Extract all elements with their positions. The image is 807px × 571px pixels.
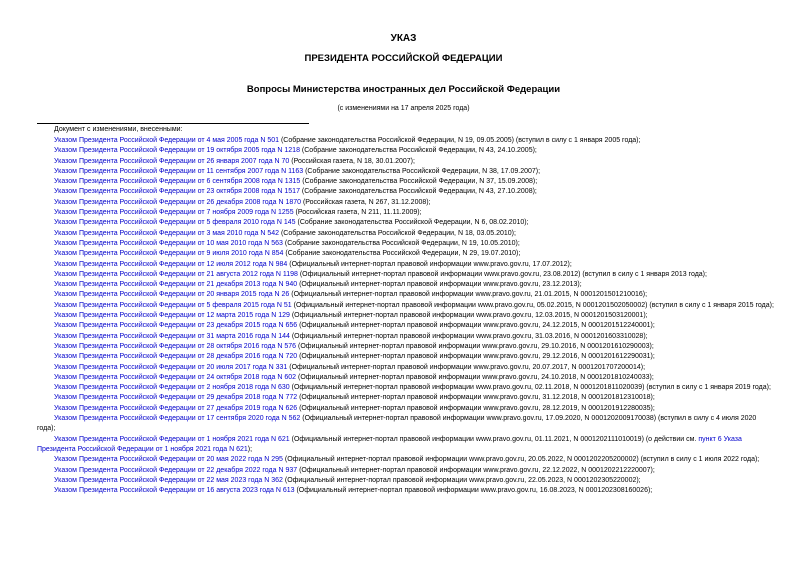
amendment-entry [37, 167, 774, 177]
decree-issuer: ПРЕЗИДЕНТА РОССИЙСКОЙ ФЕДЕРАЦИИ [304, 53, 503, 64]
amendment-link[interactable]: Указом Президента Российской Федерации от 20 мая 2022 года N 295 [54, 456, 283, 464]
amendment-entry [37, 249, 774, 259]
amendment-source: (Собрание законодательства Российской Федерации, N 37, 15.09.2008); [300, 178, 538, 186]
amendment-entry [37, 455, 774, 465]
amendment-link[interactable]: Указом Президента Российской Федерации от 19 октября 2005 года N 1218 [54, 147, 300, 155]
amendment-entry [37, 486, 774, 496]
amendment-source: (Официальный интернет-портал правовой информации www.pravo.gov.ru, 17.09.2020, N 0001202009170038) (вступил в силу с 4 июля 2020 года); [37, 415, 757, 433]
amendment-entry [37, 383, 774, 393]
amendment-source: (Официальный интернет-портал правовой информации www.pravo.gov.ru, 05.02.2015, N 0001201502050002) (вступил в силу с 1 января 2015 года); [291, 301, 774, 309]
amendment-entry [37, 342, 774, 352]
amendment-source: (Официальный интернет-портал правовой информации www.pravo.gov.ru, 23.12.2013); [297, 281, 582, 289]
amendment-entry [37, 270, 774, 280]
amendments-intro: Документ с изменениями, внесенными: [54, 126, 183, 133]
amendment-link[interactable]: Указом Президента Российской Федерации от 21 декабря 2013 года N 940 [54, 281, 298, 289]
amendment-source: ); [247, 445, 253, 453]
amendment-source: (Официальный интернет-портал правовой информации www.pravo.gov.ru, 29.12.2016, N 0001201612290031); [297, 353, 655, 361]
amendment-entry [37, 208, 774, 218]
amendment-link[interactable]: Указом Президента Российской Федерации от 20 января 2015 года N 26 [54, 291, 290, 299]
amendment-entry [37, 352, 774, 362]
amendment-source: (Российская газета, N 211, 11.11.2009); [293, 209, 422, 217]
amendment-source: (Собрание законодательства Российской Федерации, N 43, 27.10.2008); [299, 188, 537, 196]
amendment-link[interactable]: Указом Президента Российской Федерации от 11 сентября 2007 года N 1163 [54, 167, 304, 175]
amendment-link[interactable]: Указом Президента Российской Федерации от 31 марта 2016 года N 144 [54, 332, 290, 340]
amendment-link[interactable]: Указом Президента Российской Федерации от 22 мая 2023 года N 362 [54, 476, 283, 484]
amendment-source: (Официальный интернет-портал правовой информации www.pravo.gov.ru, 22.12.2022, N 0001202212220007); [297, 466, 655, 474]
amendment-entry [37, 198, 774, 208]
amendment-source: (Официальный интернет-портал правовой информации www.pravo.gov.ru, 16.08.2023, N 0001202308160026); [294, 487, 653, 495]
amendment-source: (Собрание законодательства Российской Федерации, N 29, 19.07.2010); [283, 250, 521, 258]
amendment-link[interactable]: Указом Президента Российской Федерации от 5 февраля 2010 года N 145 [54, 219, 296, 227]
amendment-entry [37, 466, 774, 476]
amendment-link[interactable]: Указом Президента Российской Федерации от 16 августа 2023 года N 613 [54, 487, 295, 495]
amendment-link[interactable]: Указом Президента Российской Федерации от 17 сентября 2020 года N 562 [54, 415, 301, 423]
decree-title: УКАЗ [390, 33, 417, 44]
amendment-link[interactable]: Указом Президента Российской Федерации от 22 декабря 2022 года N 937 [54, 466, 298, 474]
amendment-link[interactable]: Указом Президента Российской Федерации от 6 сентября 2008 года N 1315 [54, 178, 301, 186]
amendments-list [37, 136, 774, 496]
amendment-entry [37, 260, 774, 270]
amendment-source: (Официальный интернет-портал правовой информации www.pravo.gov.ru, 20.05.2022, N 0001202205200002) (вступил в силу с 1 июля 2022 года); [282, 456, 760, 464]
amendment-entry [37, 373, 774, 383]
amendment-link[interactable]: Указом Президента Российской Федерации от 21 августа 2012 года N 1198 [54, 270, 298, 278]
amendment-source: (Официальный интернет-портал правовой информации www.pravo.gov.ru, 23.08.2012) (вступил в силу с 1 января 2013 года); [297, 270, 707, 278]
divider-rule [37, 123, 309, 124]
amendment-entry [37, 218, 774, 228]
amendment-source: (Официальный интернет-портал правовой информации www.pravo.gov.ru, 01.11.2021, N 0001202111010019) (о действии см. [289, 435, 699, 443]
amendment-source: (Собрание законодательства Российской Федерации, N 19, 09.05.2005) (вступил в силу с 1 января 2005 года); [279, 137, 641, 144]
amendment-entry [37, 301, 774, 311]
amendment-source: (Собрание законодательства Российской Федерации, N 6, 08.02.2010); [295, 219, 529, 227]
amendment-source: (Официальный интернет-портал правовой информации www.pravo.gov.ru, 31.03.2016, N 0001201603310028); [289, 332, 648, 340]
amendment-link[interactable]: Указом Президента Российской Федерации от 5 февраля 2015 года N 51 [54, 301, 292, 309]
amendment-source: (Официальный интернет-портал правовой информации www.pravo.gov.ru, 20.07.2017, N 0001201707200014); [287, 363, 646, 371]
amendment-source: (Официальный интернет-портал правовой информации www.pravo.gov.ru, 29.10.2016, N 0001201610290003); [296, 342, 654, 350]
amendment-link[interactable]: Указом Президента Российской Федерации от 26 января 2007 года N 70 [54, 157, 290, 165]
amendment-link[interactable]: Указом Президента Российской Федерации от 2 ноября 2018 года N 630 [54, 384, 290, 392]
amendment-link[interactable]: Указом Президента Российской Федерации от 12 марта 2015 года N 129 [54, 312, 290, 320]
amendment-entry [37, 363, 774, 373]
decree-subject: Вопросы Министерства иностранных дел Российской Федерации [246, 84, 561, 95]
amendment-entry [37, 290, 774, 300]
amendment-source: (Официальный интернет-портал правовой информации www.pravo.gov.ru, 28.12.2019, N 0001201912280035); [297, 404, 655, 412]
amendment-source: (Официальный интернет-портал правовой информации www.pravo.gov.ru, 31.12.2018, N 0001201812310018); [297, 394, 655, 402]
decree-amendment-date: (с изменениями на 17 апреля 2025 года) [337, 105, 470, 112]
amendment-entry [37, 146, 774, 156]
amendment-link[interactable]: Указом Президента Российской Федерации от 3 мая 2010 года N 542 [54, 229, 280, 237]
amendment-link[interactable]: Указом Президента Российской Федерации от 24 октября 2018 года N 602 [54, 373, 297, 381]
amendment-entry [37, 321, 774, 331]
amendment-source: (Официальный интернет-портал правовой информации www.pravo.gov.ru, 21.01.2015, N 0001201501210016); [289, 291, 648, 299]
amendment-link[interactable]: Указом Президента Российской Федерации от 1 ноября 2021 года N 621 [54, 435, 290, 443]
amendment-source: (Официальный интернет-портал правовой информации www.pravo.gov.ru, 02.11.2018, N 0001201811020039) (вступил в силу с 1 января 2019 года); [289, 384, 771, 392]
amendment-link[interactable]: Указом Президента Российской Федерации от 12 июля 2012 года N 984 [54, 260, 288, 268]
amendment-source: (Собрание законодательства Российской Федерации, N 18, 03.05.2010); [279, 229, 516, 237]
amendment-link[interactable]: Указом Президента Российской Федерации от 28 октября 2016 года N 576 [54, 342, 297, 350]
amendment-entry [37, 476, 774, 486]
amendment-source: (Собрание законодательства Российской Федерации, N 43, 24.10.2005); [299, 147, 537, 155]
amendment-source: (Собрание законодательства Российской Федерации, N 19, 10.05.2010); [282, 239, 520, 247]
amendment-link[interactable]: пункт 6 Указа Президента Российской Федерации от 1 ноября 2021 года N 621 [37, 435, 742, 453]
amendment-entry [37, 136, 774, 146]
amendment-link[interactable]: Указом Президента Российской Федерации от 26 декабря 2008 года N 1870 [54, 198, 302, 206]
amendment-source: (Официальный интернет-портал правовой информации www.pravo.gov.ru, 12.03.2015, N 0001201503120001); [289, 312, 648, 320]
amendment-entry [37, 332, 774, 342]
amendment-source: (Российская газета, N 267, 31.12.2008); [301, 198, 431, 206]
amendment-entry [37, 393, 774, 403]
amendment-entry [37, 404, 774, 414]
amendment-entry [37, 157, 774, 167]
amendment-entry [37, 311, 774, 321]
amendment-entry [37, 239, 774, 249]
amendment-link[interactable]: Указом Президента Российской Федерации от 27 декабря 2019 года N 626 [54, 404, 298, 412]
amendment-entry [37, 229, 774, 239]
amendment-entry [37, 280, 774, 290]
amendment-link[interactable]: Указом Президента Российской Федерации от 29 декабря 2018 года N 772 [54, 394, 298, 402]
amendment-link[interactable]: Указом Президента Российской Федерации от 7 ноября 2009 года N 1255 [54, 209, 294, 217]
amendment-source: (Официальный интернет-портал правовой информации www.pravo.gov.ru, 17.07.2012); [287, 260, 572, 268]
amendment-link[interactable]: Указом Президента Российской Федерации от 23 декабря 2015 года N 656 [54, 322, 298, 330]
amendment-link[interactable]: Указом Президента Российской Федерации от 23 октября 2008 года N 1517 [54, 188, 300, 196]
amendment-entry [37, 414, 774, 435]
amendment-link[interactable]: Указом Президента Российской Федерации от 4 мая 2005 года N 501 [54, 137, 280, 144]
amendment-source: (Российская газета, N 18, 30.01.2007); [289, 157, 415, 165]
amendment-source: (Собрание законодательства Российской Федерации, N 38, 17.09.2007); [303, 167, 541, 175]
amendment-source: (Официальный интернет-портал правовой информации www.pravo.gov.ru, 24.10.2018, N 0001201810240033); [296, 373, 654, 381]
amendment-source: (Официальный интернет-портал правовой информации www.pravo.gov.ru, 22.05.2023, N 0001202305220002); [282, 476, 641, 484]
amendment-entry [37, 177, 774, 187]
amendment-link[interactable]: Указом Президента Российской Федерации от 10 мая 2010 года N 563 [54, 239, 283, 247]
amendment-link[interactable]: Указом Президента Российской Федерации от 9 июля 2010 года N 854 [54, 250, 284, 258]
amendment-source: (Официальный интернет-портал правовой информации www.pravo.gov.ru, 24.12.2015, N 0001201512240001); [297, 322, 655, 330]
amendment-link[interactable]: Указом Президента Российской Федерации от 28 декабря 2016 года N 720 [54, 353, 298, 361]
amendment-link[interactable]: Указом Президента Российской Федерации от 20 июля 2017 года N 331 [54, 363, 288, 371]
amendment-entry [37, 435, 774, 456]
amendment-entry [37, 187, 774, 197]
